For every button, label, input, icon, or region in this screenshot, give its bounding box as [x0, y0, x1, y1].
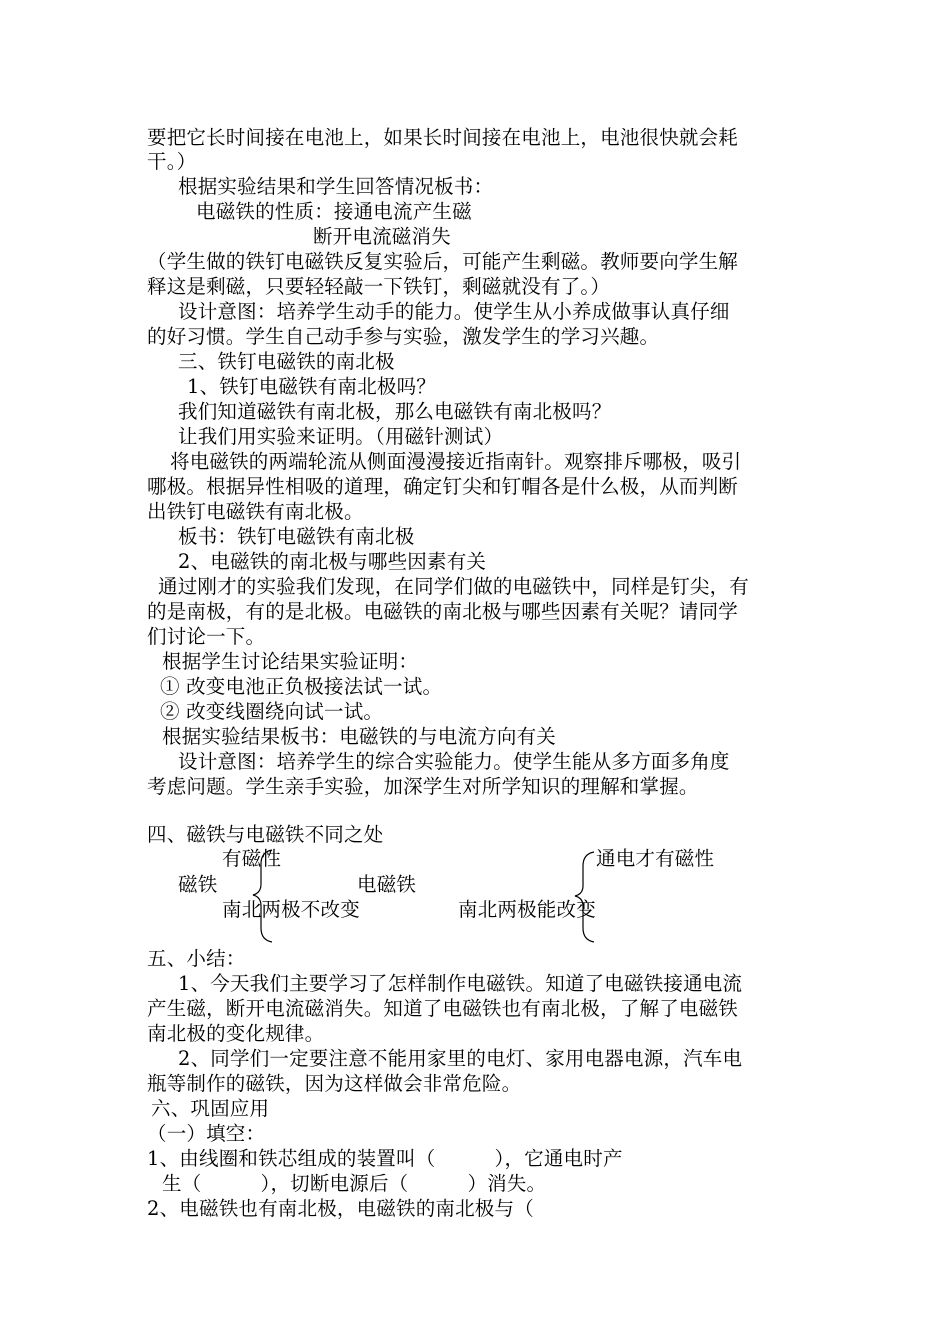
subsection-heading: 1、铁钉电磁铁有南北极吗？: [187, 375, 437, 398]
electromagnet-label: 电磁铁: [357, 873, 417, 896]
text-line: （学生做的铁钉电磁铁反复实验后，可能产生剩磁。教师要向学生解: [147, 250, 739, 273]
text-line: 根据学生讨论结果实验证明：: [162, 650, 419, 673]
text-line: 哪极。根据异性相吸的道理，确定钉尖和钉帽各是什么极，从而判断: [147, 475, 739, 498]
section-heading: 六、巩固应用: [151, 1097, 270, 1120]
text-line: 出铁钉电磁铁有南北极。: [147, 500, 364, 523]
magnet-property: 南北两极不改变: [222, 898, 360, 921]
text-line: 产生磁，断开电流磁消失。知道了电磁铁也有南北极，了解了电磁铁: [147, 997, 739, 1020]
subsection-heading: 2、电磁铁的南北极与哪些因素有关: [178, 550, 487, 573]
text-line: 通过刚才的实验我们发现，在同学们做的电磁铁中，同样是钉尖，有: [158, 575, 750, 598]
text-line: 设计意图：培养学生的综合实验能力。使学生能从多方面多角度: [178, 750, 730, 773]
text-line: 2、同学们一定要注意不能用家里的电灯、家用电器电源，汽车电: [178, 1047, 743, 1070]
text-line: 释这是剩磁，只要轻轻敲一下铁钉，剩磁就没有了。）: [147, 275, 611, 298]
text-line: 断开电流磁消失: [313, 225, 451, 248]
text-line: 1、今天我们主要学习了怎样制作电磁铁。知道了电磁铁接通电流: [178, 972, 743, 995]
electromagnet-property: 南北两极能改变: [458, 898, 596, 921]
text-line: 们讨论一下。: [147, 625, 266, 648]
section-heading: 五、小结：: [147, 947, 246, 970]
question-line: 1、由线圈和铁芯组成的装置叫（ ），它通电时产: [147, 1147, 623, 1170]
question-line: 生（ ），切断电源后（ ）消失。: [162, 1172, 547, 1195]
section-heading: 四、磁铁与电磁铁不同之处: [147, 823, 384, 846]
text-line: 南北极的变化规律。: [147, 1022, 325, 1045]
text-line: 板书：铁钉电磁铁有南北极: [178, 525, 415, 548]
text-line: 设计意图：培养学生动手的能力。使学生从小养成做事认真仔细: [178, 300, 730, 323]
text-line: 将电磁铁的两端轮流从侧面漫漫接近指南针。观察排斥哪极，吸引: [170, 450, 742, 473]
magnet-property: 有磁性: [222, 847, 282, 870]
text-line: 的是南极，有的是北极。电磁铁的南北极与哪些因素有关呢？请同学: [147, 600, 739, 623]
text-line: 考虑问题。学生亲手实验，加深学生对所学知识的理解和掌握。: [147, 775, 699, 798]
text-line: 要把它长时间接在电池上，如果长时间接在电池上，电池很快就会耗: [147, 126, 739, 149]
question-line: 2、电磁铁也有南北极，电磁铁的南北极与（: [147, 1197, 534, 1220]
text-line: 根据实验结果板书：电磁铁的与电流方向有关: [162, 725, 557, 748]
magnet-brace: [250, 848, 280, 944]
magnet-label: 磁铁: [178, 873, 218, 896]
list-item: ② 改变线圈绕向试一试。: [160, 700, 384, 723]
text-line: 干。）: [147, 150, 197, 173]
section-heading: 三、铁钉电磁铁的南北极: [178, 350, 395, 373]
subsection-heading: （一）填空：: [147, 1122, 266, 1145]
text-line: 电磁铁的性质：接通电流产生磁: [196, 200, 472, 223]
electromagnet-property: 通电才有磁性: [596, 847, 715, 870]
text-line: 根据实验结果和学生回答情况板书：: [178, 175, 494, 198]
text-line: 瓶等制作的磁铁，因为这样做会非常危险。: [147, 1072, 522, 1095]
text-line: 让我们用实验来证明。（用磁针测试）: [178, 425, 504, 448]
text-line: 的好习惯。学生自己动手参与实验，激发学生的学习兴趣。: [147, 325, 660, 348]
list-item: ① 改变电池正负极接法试一试。: [160, 675, 443, 698]
text-line: 我们知道磁铁有南北极，那么电磁铁有南北极吗？: [178, 400, 612, 423]
